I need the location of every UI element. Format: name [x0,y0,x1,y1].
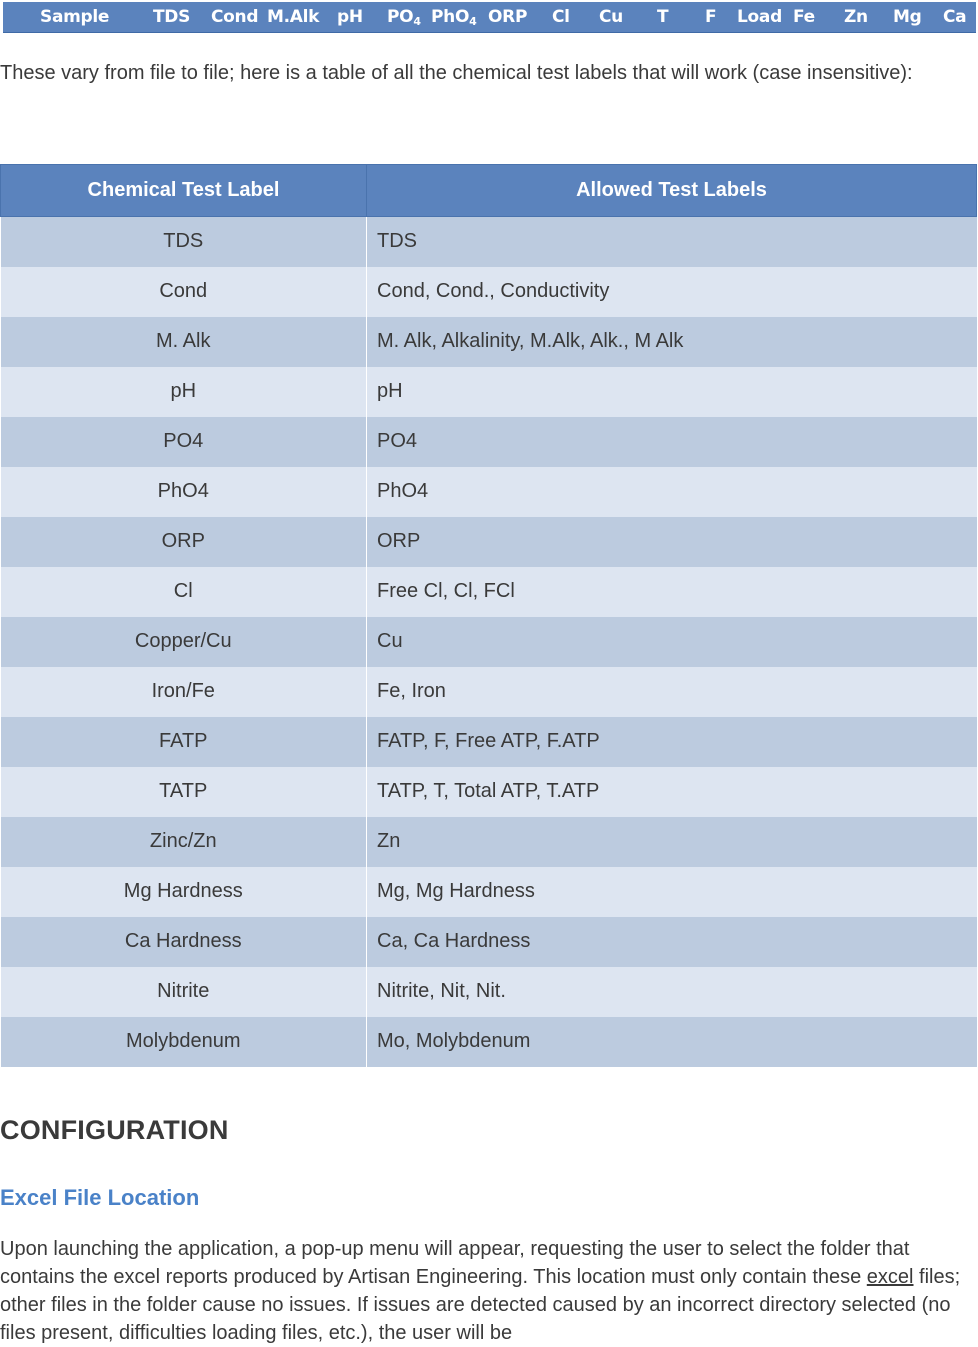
header-cell-t: T [657,7,669,27]
allowed-test-labels-cell: Zn [367,817,977,867]
table-row [1,367,977,417]
table-header-row [1,165,977,217]
chemical-test-label-cell: pH [1,367,367,417]
chemical-test-label-cell: Molybdenum [1,1017,367,1067]
test-labels-table [0,164,977,1067]
allowed-test-labels-cell: TDS [367,217,977,267]
chemical-test-label-cell: Mg Hardness [1,867,367,917]
column-header-chemical-test-label: Chemical Test Label [1,165,367,217]
table-row [1,667,977,717]
allowed-test-labels-cell: PhO4 [367,467,977,517]
column-header-allowed-test-labels: Allowed Test Labels [367,165,977,217]
allowed-test-labels-cell: Fe, Iron [367,667,977,717]
table-row [1,467,977,517]
table-row [1,817,977,867]
chemical-test-label-cell: PO4 [1,417,367,467]
section-heading-configuration: CONFIGURATION [0,1115,229,1145]
chemical-test-label-cell: M. Alk [1,317,367,367]
header-cell-ca: Ca [943,7,967,27]
chemical-test-label-cell: Copper/Cu [1,617,367,667]
header-cell-ph: pH [337,7,363,27]
chemical-test-label-cell: TDS [1,217,367,267]
allowed-test-labels-cell: Cu [367,617,977,667]
table-row [1,517,977,567]
excel-header-strip [3,2,976,33]
header-cell-cond: Cond [211,7,259,27]
chemical-test-label-cell: PhO4 [1,467,367,517]
header-cell-zn: Zn [844,7,868,27]
table-row [1,217,977,267]
chemical-test-label-cell: Cl [1,567,367,617]
header-cell-mg: Mg [893,7,922,27]
header-cell-cu: Cu [599,7,623,27]
header-cell-tds: TDS [153,7,191,27]
header-cell-po4: $PO_4$ [387,7,421,28]
table-row [1,867,977,917]
chemical-test-label-cell: Ca Hardness [1,917,367,967]
table-body [1,217,977,1067]
allowed-test-labels-cell: pH [367,367,977,417]
allowed-test-labels-cell: M. Alk, Alkalinity, M.Alk, Alk., M Alk [367,317,977,367]
paragraph-text-end: files; other files in the folder cause no issues. If issues are detected caused by an incorrect directory selected (no files present, difficulties loading files, etc.), the user will be [0,1266,961,1344]
table-row [1,917,977,967]
table-row [1,617,977,667]
table-row [1,717,977,767]
allowed-test-labels-cell: Mo, Molybdenum [367,1017,977,1067]
allowed-test-labels-cell: Free Cl, Cl, FCl [367,567,977,617]
allowed-test-labels-cell: PO4 [367,417,977,467]
excel-location-paragraph [0,1235,968,1347]
chemical-test-label-cell: Zinc/Zn [1,817,367,867]
allowed-test-labels-cell: Cond, Cond., Conductivity [367,267,977,317]
paragraph-text-start: Upon launching the application, a pop-up menu will appear, requesting the user to select the folder that contains the excel reports produced by Artisan Engineering. This location must only contain these [0,1238,910,1288]
header-cell-fe: Fe [793,7,815,27]
intro-paragraph: These vary from file to file; here is a table of all the chemical test labels that will work (case insensitive): [0,62,913,84]
chemical-test-label-cell: Cond [1,267,367,317]
chemical-test-label-cell: Nitrite [1,967,367,1017]
header-cell-orp: ORP [488,7,528,27]
allowed-test-labels-cell: TATP, T, Total ATP, T.ATP [367,767,977,817]
table-row [1,267,977,317]
chemical-test-label-cell: FATP [1,717,367,767]
header-cell-load: Load [737,7,782,27]
header-cell-pho4: PhO$_4$ [431,7,477,28]
excel-link[interactable]: excel [866,1266,914,1288]
header-cell-f: F [705,7,717,27]
table-row [1,967,977,1017]
chemical-test-label-cell: TATP [1,767,367,817]
table-row [1,417,977,467]
allowed-test-labels-cell: Nitrite, Nit, Nit. [367,967,977,1017]
header-cell-malk: M.Alk [267,7,320,27]
sub-heading-excel-file-location: Excel File Location [0,1185,200,1210]
table-row [1,1017,977,1067]
allowed-test-labels-cell: Ca, Ca Hardness [367,917,977,967]
table-row [1,567,977,617]
allowed-test-labels-cell: ORP [367,517,977,567]
allowed-test-labels-cell: FATP, F, Free ATP, F.ATP [367,717,977,767]
header-cell-cl: Cl [552,7,570,27]
table-row [1,317,977,367]
chemical-test-label-cell: Iron/Fe [1,667,367,717]
allowed-test-labels-cell: Mg, Mg Hardness [367,867,977,917]
chemical-test-label-cell: ORP [1,517,367,567]
table-row [1,767,977,817]
header-cell-sample: Sample [40,7,110,27]
